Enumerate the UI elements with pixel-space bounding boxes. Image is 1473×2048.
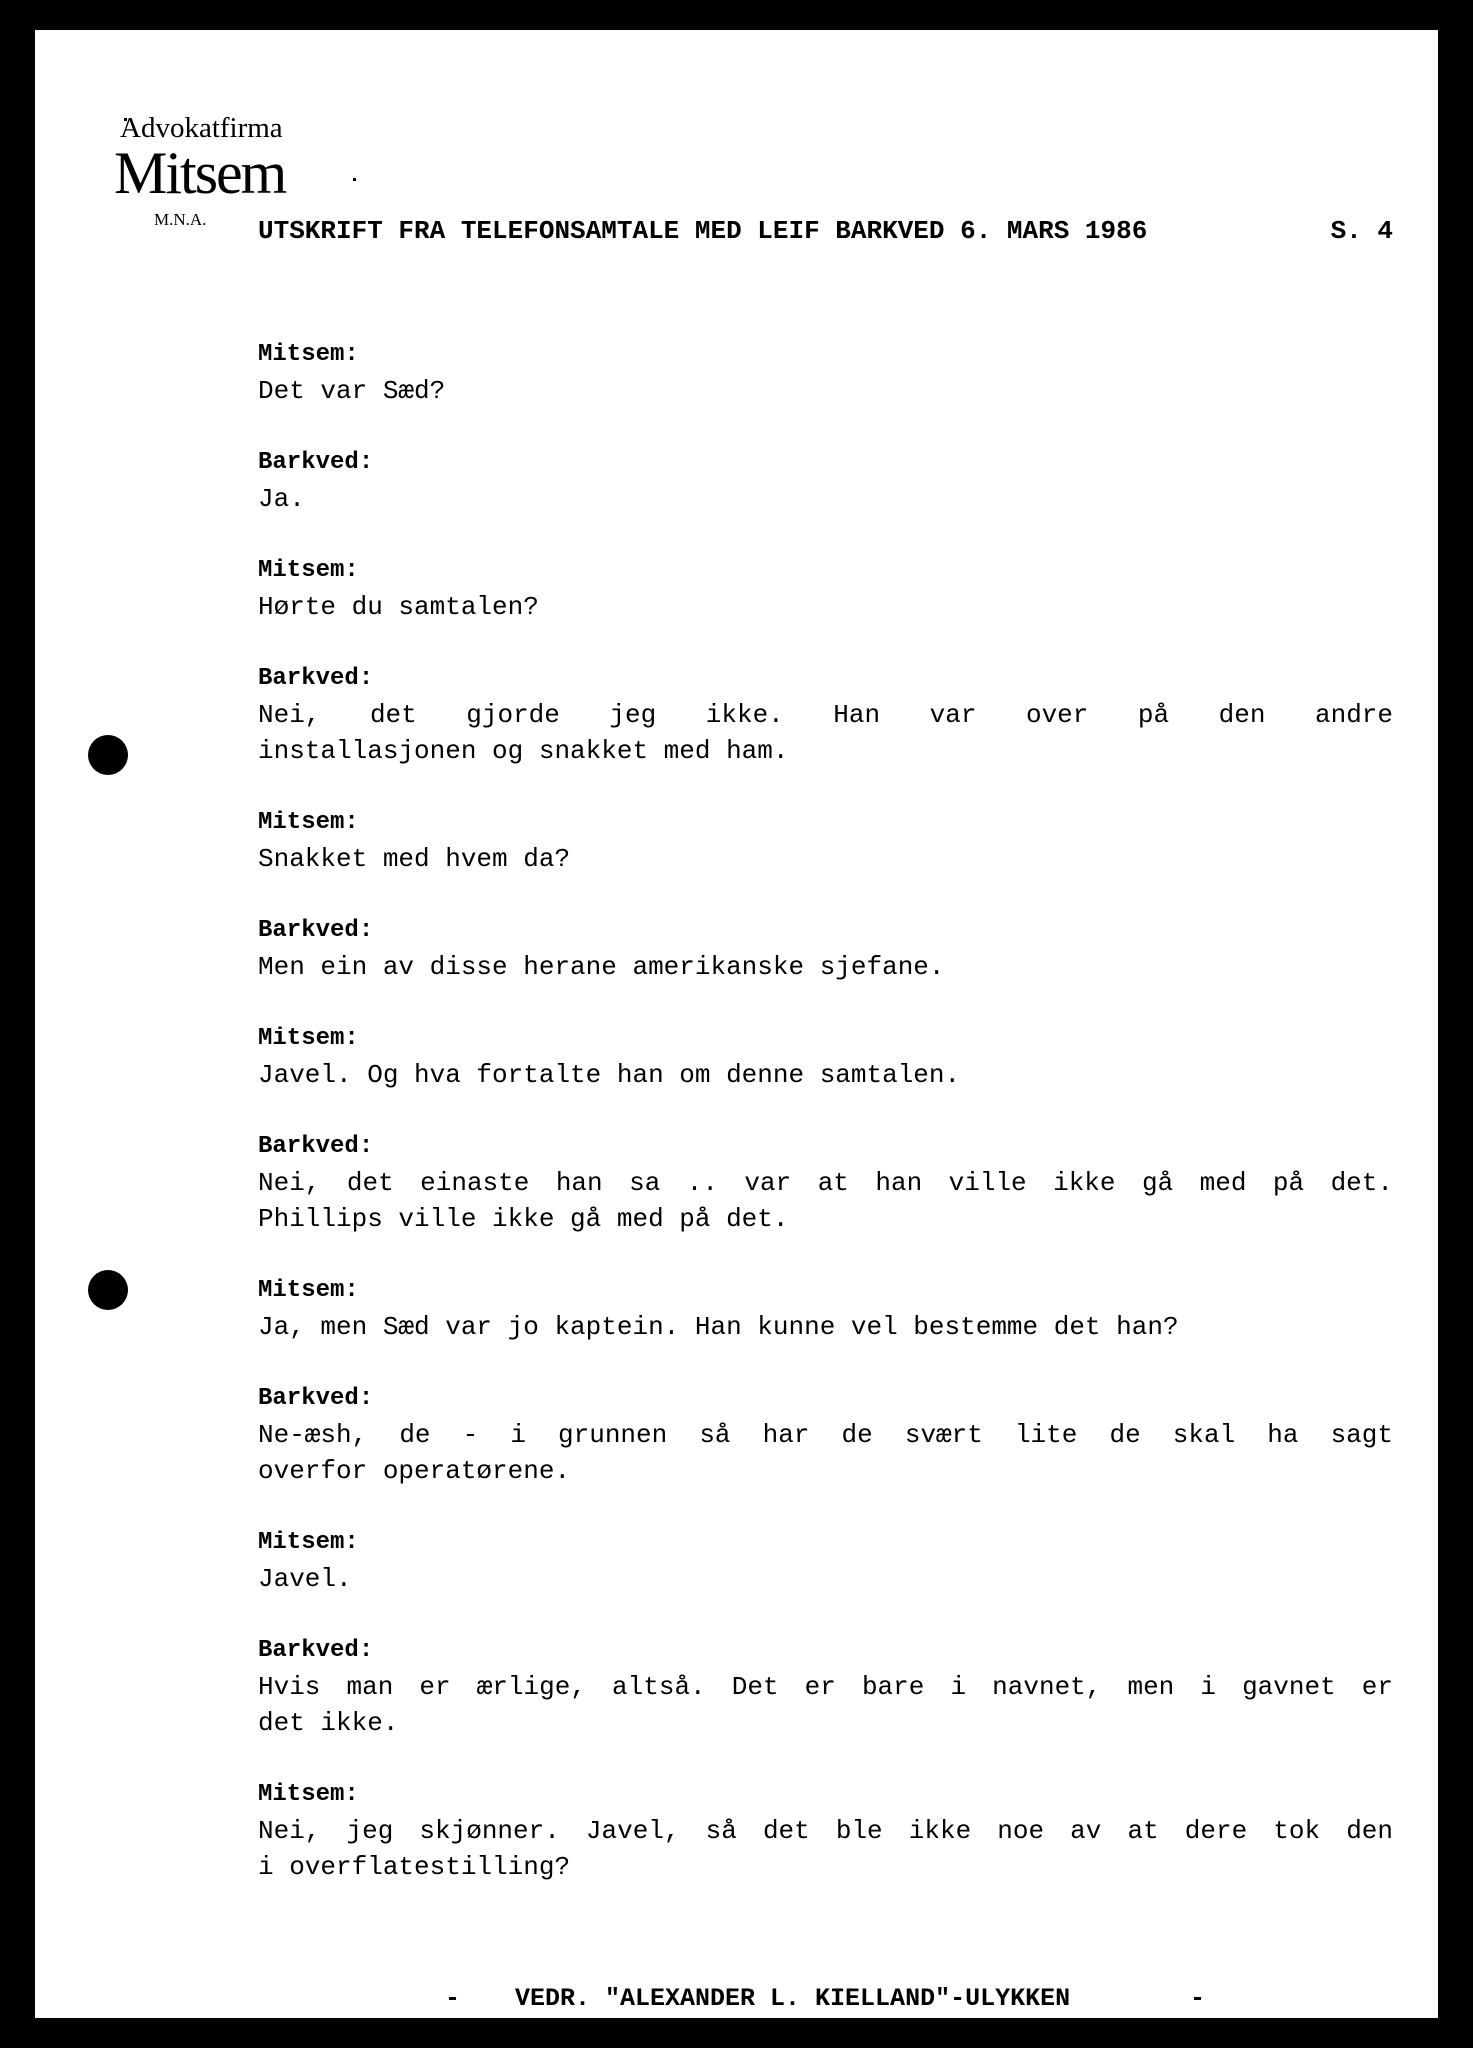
speaker-label: Barkved: (258, 1385, 374, 1412)
transcript-entry (258, 1525, 1393, 1597)
speaker-label: Mitsem: (258, 1025, 359, 1052)
page-header (258, 216, 1393, 246)
utterance-line: overfor operatørene. (258, 1456, 571, 1486)
footer-dash-right: - (1189, 1984, 1205, 2013)
punch-hole (88, 1270, 128, 1310)
page-number: S. 4 (1330, 216, 1393, 246)
speaker-label: Barkved: (258, 449, 374, 476)
punch-hole (88, 735, 128, 775)
utterance-line: Ne-æsh, de - i grunnen så har de svært lite de skal ha sagt (258, 1420, 1393, 1450)
letterhead-firm-type: Advokatfirma (120, 112, 283, 144)
utterance-line: Det var Sæd? (258, 376, 446, 406)
transcript-entry (258, 1129, 1393, 1237)
utterance-line: installasjonen og snakket med ham. (258, 736, 789, 766)
utterance-line: Hvis man er ærlige, altså. Det er bare i navnet, men i gavnet er (258, 1672, 1393, 1702)
utterance-line: Javel. (258, 1564, 352, 1594)
speaker-label: Barkved: (258, 665, 374, 692)
logo-mark (353, 178, 356, 181)
utterance-line: Ja. (258, 484, 305, 514)
document-page (35, 30, 1438, 2018)
transcript-entry (258, 661, 1393, 769)
speaker-label: Mitsem: (258, 1277, 359, 1304)
transcript-entry (258, 913, 1393, 985)
speaker-label: Barkved: (258, 1133, 374, 1160)
transcript-entry (258, 1381, 1393, 1489)
utterance-line: det ikke. (258, 1708, 399, 1738)
utterance-line: Javel. Og hva fortalte han om denne samtalen. (258, 1060, 961, 1090)
utterance-line: Nei, det gjorde jeg ikke. Han var over på den andre (258, 700, 1393, 730)
utterance-line: Ja, men Sæd var jo kaptein. Han kunne vel bestemme det han? (258, 1312, 1179, 1342)
transcript-entry (258, 337, 1393, 409)
utterance-line: Nei, det einaste han sa .. var at han ville ikke gå med på det. (258, 1168, 1393, 1198)
transcript-entry (258, 1777, 1393, 1885)
footer-text: VEDR. "ALEXANDER L. KIELLAND"-ULYKKEN (515, 1984, 1071, 2013)
transcript-entry (258, 445, 1393, 517)
utterance-line: i overflatestilling? (258, 1852, 571, 1882)
speaker-label: Mitsem: (258, 557, 359, 584)
speaker-label: Mitsem: (258, 809, 359, 836)
speaker-label: Barkved: (258, 917, 374, 944)
utterance-line: Snakket med hvem da? (258, 844, 571, 874)
footer-dash-left: - (445, 1984, 461, 2013)
document-title: UTSKRIFT FRA TELEFONSAMTALE MED LEIF BARKVED 6. MARS 1986 (258, 216, 1148, 246)
transcript-entry (258, 1021, 1393, 1093)
letterhead-firm-name: Mitsem (114, 140, 286, 206)
transcript-entry (258, 1633, 1393, 1741)
transcript-entry (258, 553, 1393, 625)
letterhead-abbrev: M.N.A. (154, 210, 207, 229)
speaker-label: Mitsem: (258, 1529, 359, 1556)
transcript-entry (258, 1273, 1393, 1345)
speaker-label: Mitsem: (258, 1781, 359, 1808)
speaker-label: Mitsem: (258, 341, 359, 368)
utterance-line: Nei, jeg skjønner. Javel, så det ble ikke noe av at dere tok den (258, 1816, 1393, 1846)
utterance-line: Phillips ville ikke gå med på det. (258, 1204, 789, 1234)
utterance-line: Men ein av disse herane amerikanske sjefane. (258, 952, 945, 982)
speaker-label: Barkved: (258, 1637, 374, 1664)
transcript-entry (258, 805, 1393, 877)
transcript (258, 337, 1393, 1921)
utterance-line: Hørte du samtalen? (258, 592, 539, 622)
